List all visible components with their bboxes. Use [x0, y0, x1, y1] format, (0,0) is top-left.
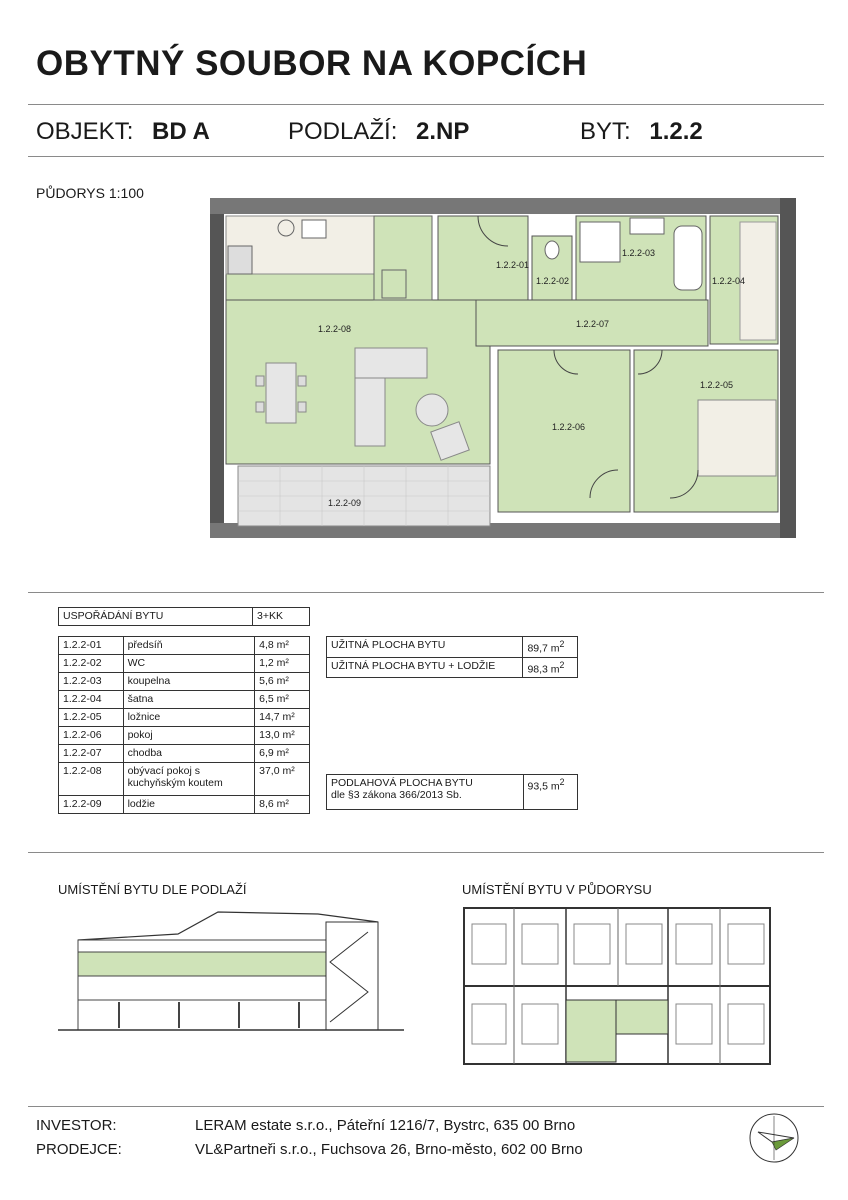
table-row [59, 637, 310, 655]
bed [698, 400, 776, 476]
byt-field [580, 118, 703, 146]
floor-area-label: PODLAHOVÁ PLOCHA BYTU [331, 777, 473, 789]
podlazi-field [288, 118, 469, 146]
bathtub-icon [674, 226, 702, 290]
page-title: OBYTNÝ SOUBOR NA KOPCÍCH [36, 44, 588, 83]
fridge-icon [382, 270, 406, 298]
washbasin-icon [630, 218, 664, 234]
area-value-cell [523, 637, 578, 658]
divider [28, 156, 824, 157]
wall-right [780, 198, 796, 538]
room-name: chodba [123, 745, 255, 763]
room-label: 1.2.2-05 [700, 380, 734, 390]
objekt-field [36, 118, 210, 146]
room-name: šatna [123, 691, 255, 709]
floor-plan [210, 198, 796, 538]
room-entrance [438, 216, 528, 300]
area-value-cell [523, 657, 578, 678]
area-value: 89,7 m [527, 642, 560, 655]
highlighted-unit [566, 1000, 616, 1062]
room-area: 37,0 m² [255, 763, 310, 796]
rooms-table [58, 636, 310, 814]
room-code: 1.2.2-02 [59, 655, 124, 673]
room-name: lodžie [123, 796, 255, 814]
section-left-title: UMÍSTĚNÍ BYTU DLE PODLAŽÍ [58, 882, 247, 897]
building-section [58, 902, 404, 1044]
podlazi-label: PODLAŽÍ: [288, 118, 398, 145]
room-area: 6,9 m² [255, 745, 310, 763]
sofa [355, 348, 427, 378]
table-row [59, 727, 310, 745]
table-row [327, 657, 578, 678]
shower-icon [580, 222, 620, 262]
sink-basin-icon [302, 220, 326, 238]
room-code: 1.2.2-09 [59, 796, 124, 814]
section-right-title: UMÍSTĚNÍ BYTU V PŮDORYSU [462, 882, 652, 897]
floor-area-table: PODLAHOVÁ PLOCHA BYTU dle §3 zákona 366/2013 Sb. 93,5 $m^2$ [326, 774, 578, 810]
area-unit-sup: 2 [559, 639, 565, 649]
room-label: 1.2.2-09 [328, 498, 362, 508]
table-row [327, 637, 578, 658]
room-area: 1,2 m² [255, 655, 310, 673]
room-code: 1.2.2-07 [59, 745, 124, 763]
room-area: 14,7 m² [255, 709, 310, 727]
investor-label: INVESTOR: [36, 1117, 117, 1134]
table-row [59, 691, 310, 709]
table-row [59, 796, 310, 814]
table-row [59, 673, 310, 691]
layout-table-type: 3+KK [253, 608, 310, 626]
dining-table [266, 363, 296, 423]
table-row [59, 709, 310, 727]
wall-left [210, 198, 224, 538]
room-name: ložnice [123, 709, 255, 727]
room-label: 1.2.2-06 [552, 422, 586, 432]
area-table [326, 636, 578, 678]
room-code: 1.2.2-06 [59, 727, 124, 745]
area-value: 98,3 m [527, 663, 560, 675]
investor-value: LERAM estate s.r.o., Páteřní 1216/7, Bystrc, 635 00 Brno [195, 1117, 576, 1134]
room-area: 13,0 m² [255, 727, 310, 745]
room-area: 6,5 m² [255, 691, 310, 709]
room-code: 1.2.2-05 [59, 709, 124, 727]
byt-value: 1.2.2 [649, 118, 703, 145]
room-code: 1.2.2-01 [59, 637, 124, 655]
room-label: 1.2.2-01 [496, 260, 530, 270]
divider [28, 852, 824, 853]
divider [28, 1106, 824, 1107]
plan-caption: PŮDORYS 1:100 [36, 185, 144, 201]
room-label: 1.2.2-07 [576, 319, 610, 329]
area-label: UŽITNÁ PLOCHA BYTU [327, 637, 523, 658]
room-area: 4,8 m² [255, 637, 310, 655]
layout-table [58, 607, 310, 626]
room-name: koupelna [123, 673, 255, 691]
layout-table-header: USPOŘÁDÁNÍ BYTU [59, 608, 253, 626]
room-label: 1.2.2-04 [712, 276, 746, 286]
seller-value: VL&Partneři s.r.o., Fuchsova 26, Brno-město, 602 00 Brno [195, 1141, 583, 1158]
north-arrow-icon [748, 1112, 800, 1164]
room-area: 5,6 m² [255, 673, 310, 691]
room-label: 1.2.2-03 [622, 248, 656, 258]
key-plan [462, 904, 774, 1068]
objekt-label: OBJEKT: [36, 118, 134, 145]
divider [28, 592, 824, 593]
objekt-value: BD A [152, 118, 210, 145]
floor-area-law: dle §3 zákona 366/2013 Sb. [331, 789, 462, 801]
room-code: 1.2.2-03 [59, 673, 124, 691]
table-row [59, 745, 310, 763]
table-row [59, 763, 310, 796]
room-label: 1.2.2-08 [318, 324, 352, 334]
room-code: 1.2.2-08 [59, 763, 124, 796]
byt-label: BYT: [580, 118, 631, 145]
table-row [59, 655, 310, 673]
room-name: WC [123, 655, 255, 673]
seller-label: PRODEJCE: [36, 1141, 122, 1158]
coffee-table [416, 394, 448, 426]
room-label: 1.2.2-02 [536, 276, 570, 286]
wall-top [210, 198, 796, 214]
toilet-icon [545, 241, 559, 259]
area-label: UŽITNÁ PLOCHA BYTU + LODŽIE [327, 657, 523, 678]
room-area: 8,6 m² [255, 796, 310, 814]
room-code: 1.2.2-04 [59, 691, 124, 709]
podlazi-value: 2.NP [416, 118, 470, 145]
divider [28, 104, 824, 105]
floor-area-value: 93,5 m [527, 780, 560, 793]
room-name: obývací pokoj s kuchyňským koutem [123, 763, 255, 796]
area-unit-sup: 2 [559, 659, 565, 670]
stove-icon [228, 246, 252, 274]
room-name: předsíň [123, 637, 255, 655]
room-name: pokoj [123, 727, 255, 745]
